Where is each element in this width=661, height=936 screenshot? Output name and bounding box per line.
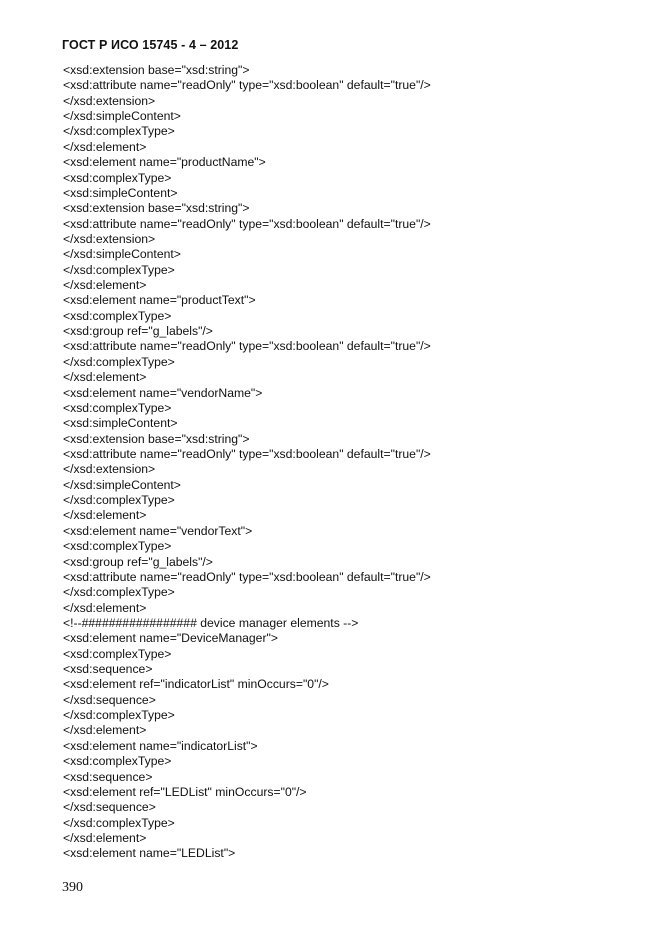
code-line: </xsd:element>	[63, 830, 147, 845]
code-line: </xsd:complexType>	[63, 815, 175, 830]
code-line: </xsd:complexType>	[63, 354, 175, 369]
code-line: </xsd:simpleContent>	[63, 109, 181, 124]
code-line: <!--################# device manager elements -->	[63, 615, 359, 630]
code-line: <xsd:element name="productText">	[63, 293, 256, 308]
code-line: </xsd:extension>	[63, 462, 156, 477]
code-line: </xsd:element>	[63, 139, 147, 154]
code-line: <xsd:extension base="xsd:string">	[63, 431, 250, 446]
code-line: <xsd:complexType>	[63, 400, 172, 415]
code-line: <xsd:complexType>	[63, 170, 172, 185]
code-line: <xsd:attribute name="readOnly" type="xsd:boolean" default="true"/>	[63, 339, 431, 354]
code-line: <xsd:sequence>	[63, 769, 153, 784]
code-line: <xsd:group ref="g_labels"/>	[63, 554, 213, 569]
xml-schema-listing	[63, 63, 431, 862]
code-line: </xsd:simpleContent>	[63, 477, 181, 492]
code-line: <xsd:element ref="indicatorList" minOccurs="0"/>	[63, 677, 329, 692]
code-line: </xsd:sequence>	[63, 800, 156, 815]
code-line: <xsd:extension base="xsd:string">	[63, 201, 250, 216]
code-line: </xsd:element>	[63, 723, 147, 738]
code-line: <xsd:element name="indicatorList">	[63, 738, 258, 753]
code-line: </xsd:element>	[63, 278, 147, 293]
code-line: <xsd:simpleContent>	[63, 416, 178, 431]
code-line: <xsd:complexType>	[63, 539, 172, 554]
code-line: </xsd:sequence>	[63, 692, 156, 707]
code-line: <xsd:attribute name="readOnly" type="xsd:boolean" default="true"/>	[63, 569, 431, 584]
document-header: ГОСТ Р ИСО 15745 - 4 – 2012	[62, 38, 239, 52]
code-line: <xsd:simpleContent>	[63, 185, 178, 200]
code-line: <xsd:attribute name="readOnly" type="xsd:boolean" default="true"/>	[63, 446, 431, 461]
code-line: <xsd:element name="vendorText">	[63, 523, 253, 538]
code-line: </xsd:simpleContent>	[63, 247, 181, 262]
code-line: <xsd:complexType>	[63, 646, 172, 661]
code-line: <xsd:attribute name="readOnly" type="xsd:boolean" default="true"/>	[63, 216, 431, 231]
code-line: </xsd:element>	[63, 370, 147, 385]
code-line: </xsd:complexType>	[63, 262, 175, 277]
code-line: <xsd:element name="productName">	[63, 155, 266, 170]
code-line: </xsd:complexType>	[63, 585, 175, 600]
code-line: <xsd:extension base="xsd:string">	[63, 63, 250, 77]
code-line: </xsd:complexType>	[63, 124, 175, 139]
code-line: <xsd:complexType>	[63, 754, 172, 769]
code-line: <xsd:element name="LEDList">	[63, 846, 236, 861]
code-line: <xsd:element name="DeviceManager">	[63, 631, 278, 646]
code-line: <xsd:element name="vendorName">	[63, 385, 263, 400]
code-line: <xsd:element ref="LEDList" minOccurs="0"/>	[63, 784, 307, 799]
code-line: </xsd:extension>	[63, 231, 156, 246]
code-line: <xsd:sequence>	[63, 662, 153, 677]
code-line: </xsd:element>	[63, 508, 147, 523]
code-line: <xsd:complexType>	[63, 308, 172, 323]
code-line: </xsd:element>	[63, 600, 147, 615]
code-line: </xsd:complexType>	[63, 708, 175, 723]
code-line: <xsd:group ref="g_labels"/>	[63, 324, 213, 339]
code-line: </xsd:extension>	[63, 93, 156, 108]
page-number: 390	[62, 880, 83, 895]
code-line: </xsd:complexType>	[63, 493, 175, 508]
code-line: <xsd:attribute name="readOnly" type="xsd:boolean" default="true"/>	[63, 78, 431, 93]
